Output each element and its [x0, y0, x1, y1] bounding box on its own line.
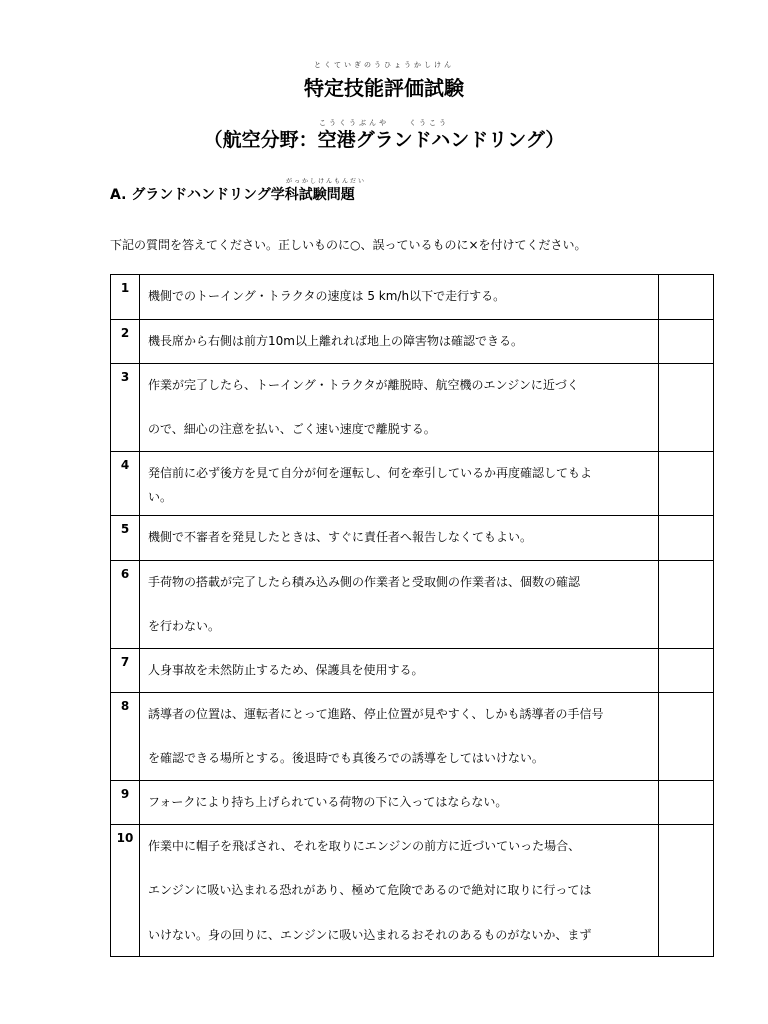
question-line: いけない。身の回りに、エンジンに吸い込まれるおそれのあるものがないか、まず: [148, 927, 592, 942]
answer-cell[interactable]: [659, 516, 714, 561]
question-line: を確認できる場所とする。後退時でも真後ろでの誘導をしてはいけない。: [148, 751, 544, 766]
question-line: 機長席から右側は前方10m以上離れれば地上の障害物は確認できる。: [148, 334, 523, 348]
question-line: エンジンに吸い込まれる恐れがあり、極めて危険であるので絶対に取りに行っては: [148, 883, 592, 898]
question-line: 発信前に必ず後方を見て自分が何を運転し、何を牽引しているか再度確認してもよ: [148, 466, 593, 480]
question-line: 人身事故を未然防止するため、保護具を使用する。: [148, 663, 424, 677]
question-number: 7: [111, 649, 140, 693]
question-number: 8: [111, 693, 140, 781]
question-row: [111, 516, 714, 561]
answer-cell[interactable]: [659, 364, 714, 452]
section-heading: A. グランドハンドリング学科試験問題: [110, 187, 355, 203]
question-text: [140, 320, 659, 364]
section-reading: がっかしけんもんだい: [286, 178, 367, 185]
question-text: [140, 364, 659, 452]
answer-cell[interactable]: [659, 781, 714, 825]
question-row: [111, 364, 714, 452]
subtitle-reading: こうくうぶんや くうこう: [319, 119, 449, 127]
question-row: [111, 649, 714, 693]
answer-cell[interactable]: [659, 452, 714, 516]
answer-cell[interactable]: [659, 693, 714, 781]
page-subtitle: （航空分野：空港グランドハンドリング）: [203, 129, 565, 151]
answer-cell[interactable]: [659, 825, 714, 957]
answer-cell[interactable]: [659, 561, 714, 649]
question-text: [140, 825, 659, 957]
question-line: 作業中に帽子を飛ばされ、それを取りにエンジンの前方に近づいていった場合、: [148, 839, 581, 853]
answer-cell[interactable]: [659, 275, 714, 320]
question-line: 機側でのトーイング・トラクタの速度は 5 km/h以下で走行する。: [148, 289, 506, 303]
question-text: [140, 561, 659, 649]
question-number: 1: [111, 275, 140, 320]
question-text: [140, 781, 659, 825]
answer-cell[interactable]: [659, 320, 714, 364]
question-line: 作業が完了したら、トーイング・トラクタが離脱時、航空機のエンジンに近づく: [148, 378, 579, 392]
question-text: [140, 516, 659, 561]
question-line: 機側で不審者を発見したときは、すぐに責任者へ報告しなくてもよい。: [148, 530, 533, 544]
question-number: 2: [111, 320, 140, 364]
question-line: 手荷物の搭載が完了したら積み込み側の作業者と受取側の作業者は、個数の確認: [148, 575, 581, 589]
question-text: [140, 275, 659, 320]
question-row: [111, 275, 714, 320]
question-text: [140, 693, 659, 781]
question-row: [111, 561, 714, 649]
answer-cell[interactable]: [659, 649, 714, 693]
question-text: [140, 452, 659, 516]
question-row: [111, 781, 714, 825]
instruction-text: 下記の質問を答えてください。正しいものに○、誤っているものに×を付けてください。: [110, 238, 587, 252]
question-line: い。: [148, 490, 173, 505]
title-reading: とくていぎのうひょうかしけん: [314, 61, 454, 69]
question-number: 5: [111, 516, 140, 561]
question-row: [111, 693, 714, 781]
question-row: [111, 452, 714, 516]
question-number: 9: [111, 781, 140, 825]
question-number: 3: [111, 364, 140, 452]
question-number: 10: [111, 825, 140, 957]
question-text: [140, 649, 659, 693]
question-row: [111, 320, 714, 364]
question-line: 誘導者の位置は、運転者にとって進路、停止位置が見やすく、しかも誘導者の手信号: [148, 707, 604, 721]
page-title: 特定技能評価試験: [304, 76, 464, 100]
question-number: 4: [111, 452, 140, 516]
question-row: [111, 825, 714, 957]
question-number: 6: [111, 561, 140, 649]
question-line: を行わない。: [148, 619, 221, 634]
question-table: [110, 274, 714, 957]
question-line: ので、細心の注意を払い、ごく速い速度で離脱する。: [148, 422, 436, 437]
question-line: フォークにより持ち上げられている荷物の下に入ってはならない。: [148, 795, 508, 809]
